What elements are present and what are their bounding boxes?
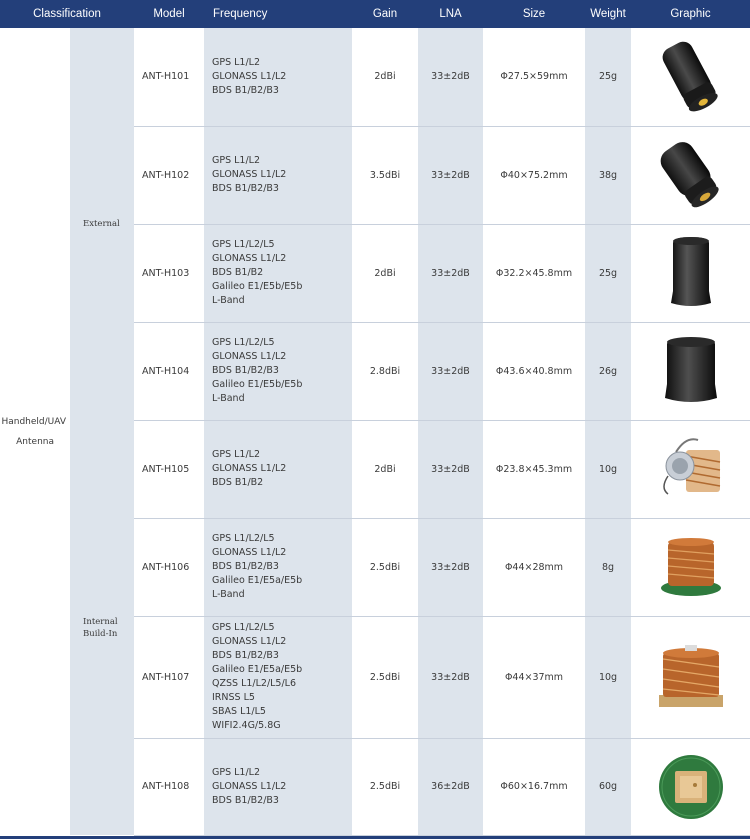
classification-line: Handheld/UAV [1,416,66,427]
lna-cell: 33±2dB [418,28,483,126]
lna-cell: 33±2dB [418,518,483,616]
gain-cell: 2dBi [352,224,418,322]
weight-cell: 25g [585,224,631,322]
black-upright-antenna-icon [659,334,723,408]
gain-cell: 2.8dBi [352,322,418,420]
col-header-frequency: Frequency [204,0,352,28]
model-cell: ANT-H106 [134,518,204,616]
round-patch-antenna-icon [655,751,727,823]
size-cell: Φ40×75.2mm [483,126,585,224]
black-cylinder-antenna-icon [646,135,736,215]
lna-cell: 33±2dB [418,420,483,518]
frequency-cell: GPS L1/L2 GLONASS L1/L2 BDS B1/B2/B3 [204,126,352,224]
frequency-cell: GPS L1/L2 GLONASS L1/L2 BDS B1/B2/B3 [204,28,352,126]
graphic-cell [631,224,750,322]
model-cell: ANT-H108 [134,738,204,835]
graphic-cell [631,28,750,126]
group-label-external: External [83,219,120,229]
lna-cell: 33±2dB [418,126,483,224]
model-cell: ANT-H102 [134,126,204,224]
col-header-gain: Gain [352,0,418,28]
size-cell: Φ23.8×45.3mm [483,420,585,518]
frequency-cell: GPS L1/L2/L5 GLONASS L1/L2 BDS B1/B2/B3 Galileo E1/E5a/E5b L-Band [204,518,352,616]
weight-cell: 60g [585,738,631,835]
frequency-cell: GPS L1/L2 GLONASS L1/L2 BDS B1/B2/B3 [204,738,352,835]
lna-cell: 33±2dB [418,616,483,738]
model-cell: ANT-H104 [134,322,204,420]
gain-cell: 2dBi [352,420,418,518]
size-cell: Φ43.6×40.8mm [483,322,585,420]
graphic-cell [631,738,750,835]
gain-cell: 3.5dBi [352,126,418,224]
lna-cell: 36±2dB [418,738,483,835]
col-header-graphic: Graphic [631,0,750,28]
model-cell: ANT-H107 [134,616,204,738]
model-cell: ANT-H105 [134,420,204,518]
gain-cell: 2.5dBi [352,518,418,616]
frequency-cell: GPS L1/L2/L5 GLONASS L1/L2 BDS B1/B2/B3 Galileo E1/E5a/E5b QZSS L1/L2/L5/L6 IRNSS L5 SBAS L1/L5 WIFI2.4G/5.8G [204,616,352,738]
table-row [0,420,750,518]
copper-helix-antenna-icon [656,532,726,602]
col-header-weight: Weight [585,0,631,28]
graphic-cell [631,518,750,616]
col-header-size: Size [483,0,585,28]
table-row [0,28,750,126]
group-external-cell [70,28,134,420]
group-label-internal: Internal [83,616,118,627]
weight-cell: 26g [585,322,631,420]
weight-cell: 25g [585,28,631,126]
size-cell: Φ60×16.7mm [483,738,585,835]
frequency-cell: GPS L1/L2/L5 GLONASS L1/L2 BDS B1/B2 Galileo E1/E5b/E5b L-Band [204,224,352,322]
lna-cell: 33±2dB [418,224,483,322]
lna-cell: 33±2dB [418,322,483,420]
model-cell: ANT-H101 [134,28,204,126]
group-internal-cell [70,420,134,835]
bottom-rule [0,836,750,839]
model-cell: ANT-H103 [134,224,204,322]
header-row [0,0,750,28]
gain-cell: 2.5dBi [352,616,418,738]
black-cylinder-antenna-icon [646,37,736,117]
col-header-classification: Classification [0,0,134,28]
size-cell: Φ27.5×59mm [483,28,585,126]
gain-cell: 2.5dBi [352,738,418,835]
frequency-cell: GPS L1/L2 GLONASS L1/L2 BDS B1/B2 [204,420,352,518]
weight-cell: 8g [585,518,631,616]
col-header-model: Model [134,0,204,28]
black-upright-antenna-icon [661,233,721,313]
graphic-cell [631,420,750,518]
graphic-cell [631,126,750,224]
gain-cell: 2dBi [352,28,418,126]
group-label-build-in: Build-In [83,628,118,639]
classification-cell [0,28,70,835]
col-header-lna: LNA [418,0,483,28]
size-cell: Φ32.2×45.8mm [483,224,585,322]
helix-antenna-with-cable-icon [646,432,736,506]
size-cell: Φ44×28mm [483,518,585,616]
graphic-cell [631,616,750,738]
classification-line: Antenna [16,436,54,447]
weight-cell: 10g [585,420,631,518]
frequency-cell: GPS L1/L2/L5 GLONASS L1/L2 BDS B1/B2/B3 Galileo E1/E5b/E5b L-Band [204,322,352,420]
weight-cell: 10g [585,616,631,738]
copper-helix-antenna-icon [653,639,729,715]
size-cell: Φ44×37mm [483,616,585,738]
graphic-cell [631,322,750,420]
weight-cell: 38g [585,126,631,224]
